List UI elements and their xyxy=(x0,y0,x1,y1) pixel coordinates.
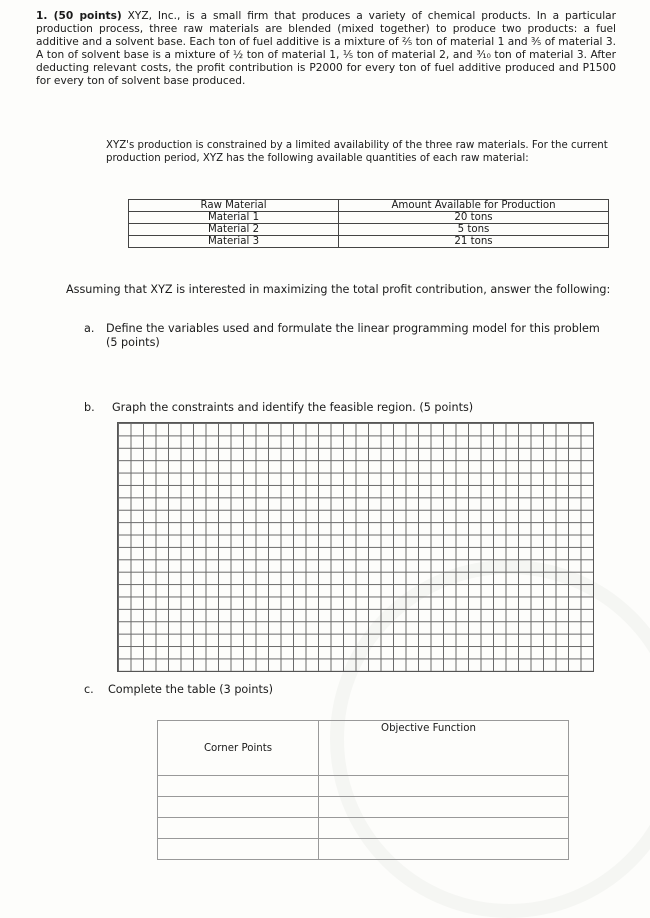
corner-points-label: Corner Points xyxy=(203,742,273,754)
table-row xyxy=(158,818,569,839)
objective-value-cell[interactable] xyxy=(319,818,569,839)
material-amount: 5 tons xyxy=(339,224,609,236)
problem-statement xyxy=(36,10,616,89)
constraint-intro: XYZ's production is constrained by a limited availability of the three raw materials. For the current production period, XYZ has the following available quantities of each raw material: xyxy=(106,140,608,164)
table-row xyxy=(158,776,569,797)
header-amount-available: Amount Available for Production xyxy=(339,200,609,212)
question-b xyxy=(84,401,614,415)
header-objective-function xyxy=(319,721,569,776)
corner-points-table xyxy=(157,720,569,860)
problem-number: 1. (50 points) xyxy=(36,10,122,22)
question-a-text: Define the variables used and formulate the linear programming model for this problem (5 points) xyxy=(106,322,600,349)
corner-point-cell[interactable] xyxy=(158,818,319,839)
raw-table-header xyxy=(129,200,609,212)
raw-material-table xyxy=(128,199,609,248)
question-a-label: a. xyxy=(84,322,95,335)
objective-value-cell[interactable] xyxy=(319,839,569,860)
corner-point-cell[interactable] xyxy=(158,839,319,860)
graph-grid[interactable] xyxy=(117,422,594,672)
table-row xyxy=(129,236,609,248)
table-row xyxy=(129,224,609,236)
material-amount: 21 tons xyxy=(339,236,609,248)
question-b-text: Graph the constraints and identify the feasible region. (5 points) xyxy=(112,401,474,414)
table-row xyxy=(129,212,609,224)
table-row xyxy=(158,797,569,818)
objective-function-label: Objective Function xyxy=(381,723,476,734)
corner-point-cell[interactable] xyxy=(158,797,319,818)
question-c-text: Complete the table (3 points) xyxy=(108,683,274,696)
corner-table-header xyxy=(158,721,569,776)
header-raw-material: Raw Material xyxy=(129,200,339,212)
table-row xyxy=(158,839,569,860)
objective-value-cell[interactable] xyxy=(319,776,569,797)
header-corner-points xyxy=(158,721,319,776)
question-c-label: c. xyxy=(84,683,94,696)
question-a xyxy=(84,322,614,350)
problem-text: XYZ, Inc., is a small firm that produces a variety of chemical products. In a particular production process, three raw materials are blended (mixed together) to produce two products: a fuel additive and a solvent base. Each ton of fuel additive is a mixture of ⅖ ton of material 1 and ⅗ of material 3. A ton of solvent base is a mixture of ½ ton of material 1, ⅕ ton of material 2, and ³⁄₁₀ ton of material 3. After deducting relevant costs, the profit contribution is P2000 for every ton of fuel additive produced and P1500 for every ton of solvent base produced. xyxy=(36,10,616,88)
material-name: Material 3 xyxy=(129,236,339,248)
material-name: Material 1 xyxy=(129,212,339,224)
assumption-text: Assuming that XYZ is interested in maximizing the total profit contribution, answer the following: xyxy=(66,283,611,296)
question-c xyxy=(84,683,614,697)
material-amount: 20 tons xyxy=(339,212,609,224)
material-name: Material 2 xyxy=(129,224,339,236)
corner-point-cell[interactable] xyxy=(158,776,319,797)
objective-value-cell[interactable] xyxy=(319,797,569,818)
question-b-label: b. xyxy=(84,401,95,414)
